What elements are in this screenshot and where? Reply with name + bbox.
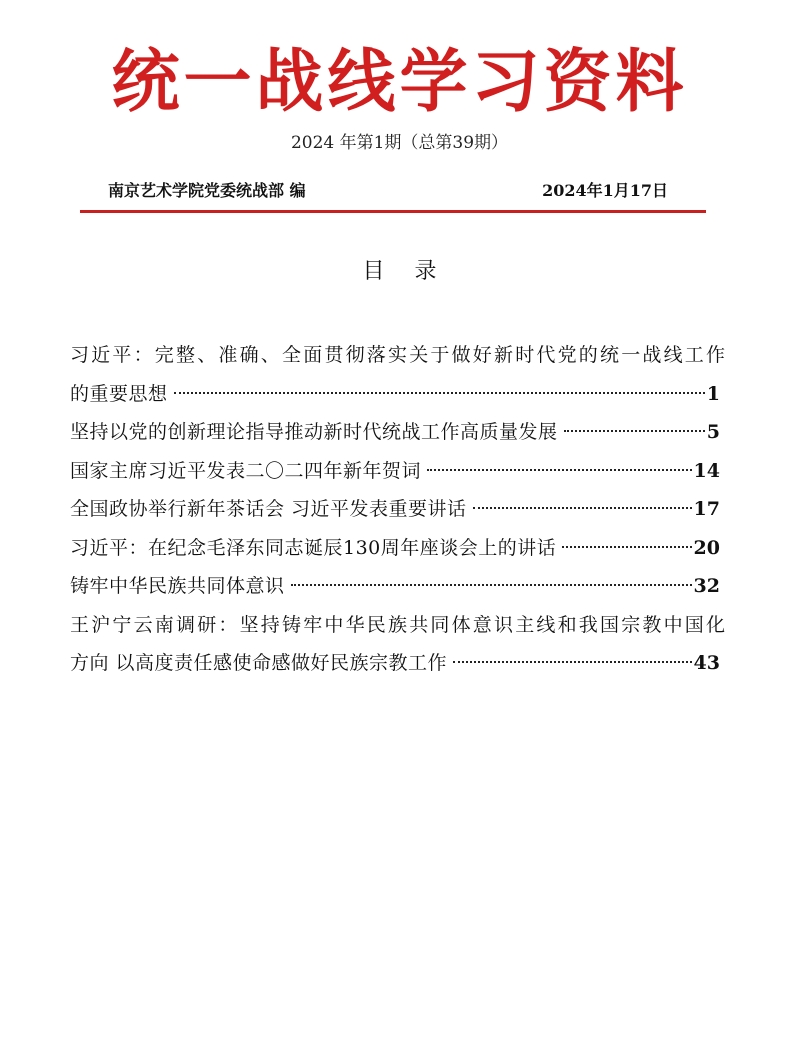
toc-entry-title[interactable]: 习近平：在纪念毛泽东同志诞辰130周年座谈会上的讲话 bbox=[70, 536, 557, 559]
toc-entry-title-line1[interactable]: 王沪宁云南调研：坚持铸牢中华民族共同体意识主线和我国宗教中国化 bbox=[70, 613, 728, 636]
toc-entry-title[interactable]: 全国政协举行新年茶话会 习近平发表重要讲话 bbox=[70, 498, 467, 520]
toc-page-number[interactable]: 5 bbox=[706, 421, 720, 443]
toc-entry-title-line1[interactable]: 习近平：完整、准确、全面贯彻落实关于做好新时代党的统一战线工作 bbox=[70, 344, 728, 366]
toc-entry[interactable] bbox=[70, 413, 720, 452]
dot-leader bbox=[291, 584, 692, 586]
publish-date: 2024年1月17日 bbox=[542, 181, 668, 200]
dot-leader bbox=[562, 546, 691, 548]
toc-entry-title[interactable]: 坚持以党的创新理论指导推动新时代统战工作高质量发展 bbox=[70, 421, 558, 443]
toc-entry-line bbox=[70, 606, 728, 645]
toc-entry-title[interactable]: 方向 以高度责任感使命感做好民族宗教工作 bbox=[70, 652, 448, 674]
dot-leader bbox=[453, 661, 692, 663]
issue-number: 2024 年第1期（总第39期） bbox=[290, 133, 509, 153]
toc-page-number[interactable]: 1 bbox=[706, 382, 720, 405]
toc-entry[interactable] bbox=[70, 490, 720, 529]
table-of-contents bbox=[70, 336, 728, 683]
toc-page-number[interactable]: 43 bbox=[693, 652, 720, 674]
dot-leader bbox=[564, 430, 705, 432]
dot-leader bbox=[427, 469, 692, 471]
editor-line: 南京艺术学院党委统战部 编 bbox=[108, 181, 306, 200]
toc-page-number[interactable]: 14 bbox=[693, 459, 720, 482]
dot-leader bbox=[174, 392, 705, 394]
dot-leader bbox=[473, 507, 692, 509]
toc-heading: 目录 bbox=[362, 259, 467, 284]
red-divider bbox=[80, 210, 706, 213]
toc-entry[interactable] bbox=[70, 644, 720, 683]
toc-page-number[interactable]: 20 bbox=[693, 536, 720, 559]
toc-entry[interactable] bbox=[70, 529, 720, 568]
toc-page-number[interactable]: 17 bbox=[693, 498, 720, 520]
toc-page-number[interactable]: 32 bbox=[693, 575, 720, 597]
meta-row bbox=[108, 179, 668, 203]
toc-entry-title[interactable]: 铸牢中华民族共同体意识 bbox=[70, 575, 285, 597]
toc-entry[interactable] bbox=[70, 375, 720, 414]
masthead-title: 统一战线学习资料 bbox=[111, 42, 688, 122]
toc-entry-line bbox=[70, 336, 728, 375]
toc-entry-title[interactable]: 的重要思想 bbox=[70, 382, 168, 405]
toc-entry[interactable] bbox=[70, 567, 720, 606]
toc-entry[interactable] bbox=[70, 452, 720, 491]
toc-entry-title[interactable]: 国家主席习近平发表二〇二四年新年贺词 bbox=[70, 459, 422, 482]
